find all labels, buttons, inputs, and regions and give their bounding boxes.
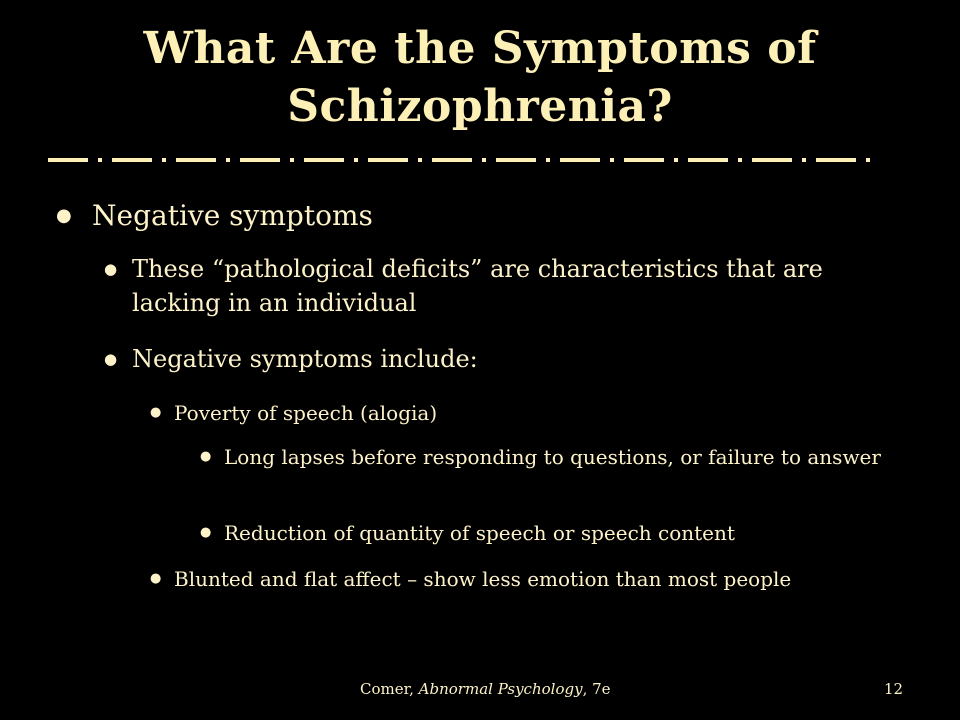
divider-dot: [354, 158, 358, 162]
divider-dot: [482, 158, 486, 162]
title-line-2: Schizophrenia?: [287, 81, 673, 132]
divider-dash: [752, 158, 792, 162]
bullet-text: Long lapses before responding to questions, or failure to answer: [224, 445, 881, 469]
divider-dot: [674, 158, 678, 162]
footer-author: Comer,: [360, 680, 419, 698]
divider-dash: [560, 158, 600, 162]
divider-dash: [496, 158, 536, 162]
divider-dot: [162, 158, 166, 162]
bullet-text: Blunted and flat affect – show less emotion than most people: [174, 567, 792, 591]
bullet-negative-symptoms-include: [104, 342, 892, 376]
bullet-text: Reduction of quantity of speech or speech content: [224, 521, 735, 545]
divider-dot: [418, 158, 422, 162]
divider-dash: [624, 158, 664, 162]
page-number: 12: [884, 680, 904, 698]
bullet-poverty-of-speech: [150, 398, 894, 428]
divider-dot: [290, 158, 294, 162]
bullet-negative-symptoms: [56, 196, 916, 236]
divider-dash: [304, 158, 344, 162]
divider-dot: [226, 158, 230, 162]
divider-dash: [240, 158, 280, 162]
bullet-dot: ●: [104, 350, 118, 368]
footer-book-title: Abnormal Psychology: [418, 680, 583, 698]
bullet-dot: ●: [150, 405, 162, 420]
title-divider: [48, 156, 912, 164]
title-line-1: What Are the Symptoms of: [143, 23, 817, 74]
bullet-text: Negative symptoms include:: [132, 345, 478, 373]
divider-dash: [48, 158, 88, 162]
divider-dot: [738, 158, 742, 162]
bullet-dot: ●: [104, 260, 118, 278]
divider-dash: [176, 158, 216, 162]
divider-dot: [802, 158, 806, 162]
divider-dash: [368, 158, 408, 162]
divider-dash: [112, 158, 152, 162]
divider-dot: [610, 158, 614, 162]
bullet-dot: ●: [56, 205, 72, 226]
bullet-pathological-deficits: [104, 252, 892, 320]
bullet-blunted-flat-affect: [150, 564, 894, 594]
divider-dash: [816, 158, 856, 162]
divider-dash: [688, 158, 728, 162]
divider-dot: [98, 158, 102, 162]
bullet-dot: ●: [200, 449, 212, 464]
bullet-reduction-of-quantity: [200, 518, 884, 548]
bullet-text: Poverty of speech (alogia): [174, 401, 438, 425]
divider-dot: [866, 158, 870, 162]
bullet-dot: ●: [200, 525, 212, 540]
bullet-dot: ●: [150, 571, 162, 586]
divider-dot: [546, 158, 550, 162]
bullet-text: These “pathological deficits” are characteristics that are lacking in an individual: [132, 255, 823, 317]
bullet-long-lapses: [200, 442, 884, 472]
slide-title: [40, 20, 920, 136]
divider-dash: [432, 158, 472, 162]
footer-edition: , 7e: [582, 680, 611, 698]
bullet-text: Negative symptoms: [92, 199, 373, 232]
footer-citation: [360, 680, 611, 698]
